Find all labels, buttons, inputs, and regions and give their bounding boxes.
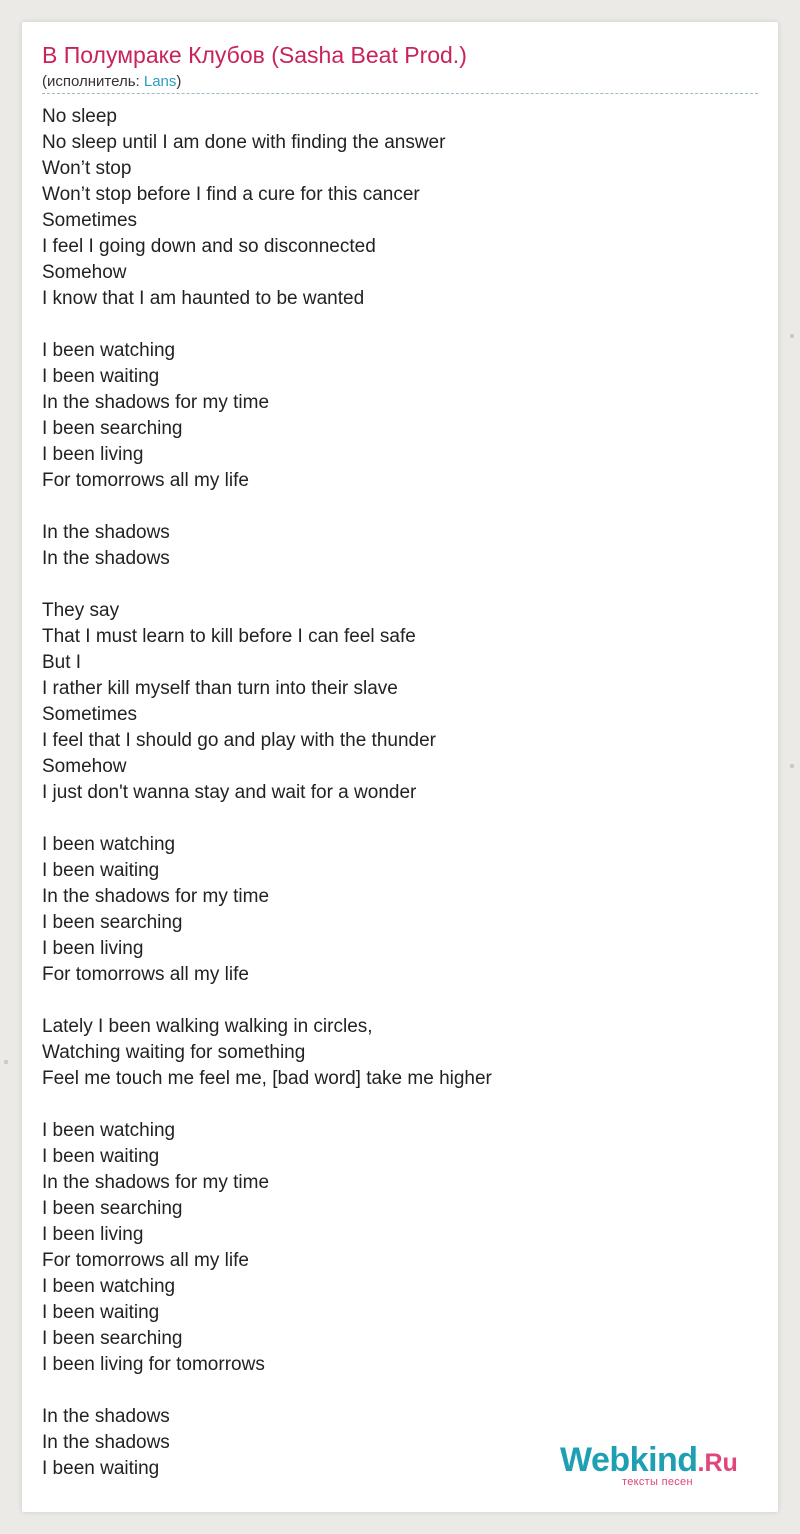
lyric-line: Somehow: [42, 756, 127, 777]
lyric-line: In the shadows: [42, 522, 170, 543]
lyric-line: I feel I going down and so disconnected: [42, 236, 376, 257]
lyric-line: I been waiting: [42, 1302, 160, 1323]
logo-brand: Webkind: [560, 1441, 698, 1479]
lyric-line: Sometimes: [42, 704, 138, 725]
lyric-line: In the shadows for my time: [42, 392, 270, 413]
lyric-line: I been watching: [42, 340, 176, 361]
lyric-line: No sleep: [42, 106, 117, 127]
lyric-line: But I: [42, 652, 82, 673]
lyric-line: In the shadows: [42, 1406, 170, 1427]
lyric-line: Somehow: [42, 262, 127, 283]
performer-suffix: ): [176, 73, 182, 90]
lyric-line: That I must learn to kill before I can feel safe: [42, 626, 416, 647]
lyric-line: Lately I been walking walking in circles,: [42, 1016, 373, 1037]
lyric-line: I been living for tomorrows: [42, 1354, 265, 1375]
lyric-line: I been watching: [42, 1276, 176, 1297]
lyric-line: I been living: [42, 444, 144, 465]
stanza-break: [42, 806, 492, 832]
lyric-line: I been watching: [42, 1120, 176, 1141]
lyric-line: I been living: [42, 1224, 144, 1245]
song-title: В Полумраке Клубов (Sasha Beat Prod.): [42, 42, 467, 68]
lyrics-text: [42, 104, 492, 1482]
lyrics-card: [22, 22, 778, 1512]
lyric-line: I been searching: [42, 912, 183, 933]
stanza-break: [42, 312, 492, 338]
lyric-line: Feel me touch me feel me, [bad word] take me higher: [42, 1068, 492, 1089]
lyric-line: In the shadows: [42, 1432, 170, 1453]
stanza-break: [42, 988, 492, 1014]
lyric-line: For tomorrows all my life: [42, 470, 249, 491]
lyric-line: They say: [42, 600, 120, 621]
lyric-line: I feel that I should go and play with the thunder: [42, 730, 436, 751]
stanza-break: [42, 572, 492, 598]
lyric-line: For tomorrows all my life: [42, 1250, 249, 1271]
lyric-line: I been living: [42, 938, 144, 959]
edge-mark: [4, 1060, 8, 1064]
lyric-line: I just don't wanna stay and wait for a wonder: [42, 782, 417, 803]
stanza-break: [42, 494, 492, 520]
lyric-line: In the shadows for my time: [42, 1172, 270, 1193]
artist-link[interactable]: Lans: [143, 73, 177, 90]
lyric-line: I rather kill myself than turn into their slave: [42, 678, 398, 699]
lyric-line: I been watching: [42, 834, 176, 855]
lyric-line: For tomorrows all my life: [42, 964, 249, 985]
edge-mark: [790, 334, 794, 338]
performer-prefix: (исполнитель:: [42, 73, 144, 90]
stanza-break: [42, 1378, 492, 1404]
lyric-line: I been waiting: [42, 1146, 160, 1167]
webkind-logo[interactable]: [560, 1441, 738, 1488]
lyric-line: I been waiting: [42, 860, 160, 881]
edge-mark: [790, 764, 794, 768]
lyric-line: I know that I am haunted to be wanted: [42, 288, 365, 309]
performer-line: [42, 73, 181, 90]
title-divider: [42, 93, 758, 94]
logo-tld: .Ru: [697, 1449, 738, 1477]
stanza-break: [42, 1092, 492, 1118]
lyric-line: I been waiting: [42, 366, 160, 387]
lyric-line: I been searching: [42, 1198, 183, 1219]
lyric-line: No sleep until I am done with finding the answer: [42, 132, 446, 153]
lyric-line: In the shadows for my time: [42, 886, 270, 907]
lyric-line: In the shadows: [42, 548, 170, 569]
logo-tagline: тексты песен: [622, 1476, 693, 1488]
lyric-line: Watching waiting for something: [42, 1042, 306, 1063]
lyric-line: Won’t stop: [42, 158, 132, 179]
lyric-line: I been searching: [42, 1328, 183, 1349]
lyric-line: I been searching: [42, 418, 183, 439]
lyric-line: Sometimes: [42, 210, 138, 231]
lyric-line: I been waiting: [42, 1458, 160, 1479]
lyric-line: Won’t stop before I find a cure for this cancer: [42, 184, 420, 205]
